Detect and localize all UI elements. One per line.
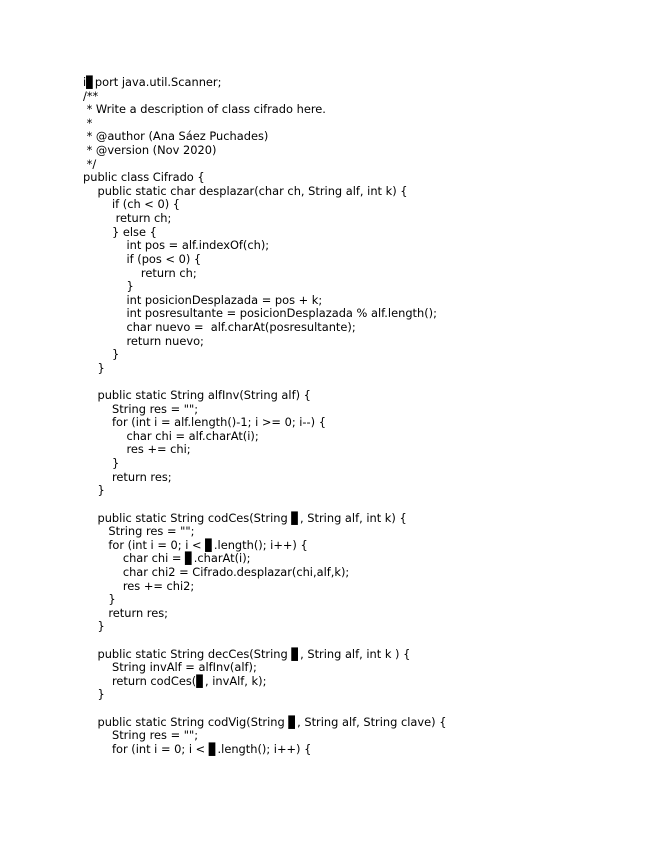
- code-line: if (ch < 0) {: [83, 197, 181, 212]
- code-line: if (pos < 0) {: [83, 251, 202, 266]
- code-line: * @version (Nov 2020): [83, 143, 217, 158]
- code-line: }: [83, 619, 105, 634]
- code-line: public class Cifrado {: [83, 170, 205, 185]
- code-line: for (int i = 0; i < ▊.length(); i++) {: [83, 741, 312, 756]
- code-line: } else {: [83, 224, 157, 239]
- code-line: }: [83, 347, 120, 362]
- code-line: }: [83, 360, 105, 375]
- code-line: public static String codCes(String ▊, String alf, int k) {: [83, 510, 407, 525]
- code-line: [83, 498, 643, 512]
- code-line: char chi = alf.charAt(i);: [83, 428, 259, 443]
- code-line: public static String decCes(String ▊, String alf, int k ) {: [83, 646, 411, 661]
- code-line: String res = "";: [83, 728, 199, 743]
- code-line: res += chi2;: [83, 578, 195, 593]
- code-line: for (int i = 0; i < ▊.length(); i++) {: [83, 537, 308, 552]
- code-line: int posresultante = posicionDesplazada % alf.length();: [83, 306, 437, 321]
- code-line: *: [83, 115, 93, 130]
- code-line: i▊port java.util.Scanner;: [83, 75, 222, 89]
- code-line: int pos = alf.indexOf(ch);: [83, 238, 270, 253]
- code-line: /**: [83, 88, 99, 103]
- code-line: return ch;: [83, 211, 172, 226]
- code-line: }: [83, 456, 120, 471]
- code-line: */: [83, 156, 97, 171]
- code-line: }: [83, 687, 105, 702]
- code-line: res += chi;: [83, 442, 191, 457]
- code-line: for (int i = alf.length()-1; i >= 0; i--) {: [83, 415, 326, 430]
- code-line: }: [83, 592, 116, 607]
- code-line: * @author (Ana Sáez Puchades): [83, 129, 269, 144]
- code-line: }: [83, 279, 134, 294]
- code-line: return nuevo;: [83, 333, 204, 348]
- code-line: int posicionDesplazada = pos + k;: [83, 292, 323, 307]
- code-line: [83, 375, 643, 389]
- code-line: public static char desplazar(char ch, String alf, int k) {: [83, 183, 408, 198]
- code-line: [83, 634, 643, 648]
- code-line: char nuevo = alf.charAt(posresultante);: [83, 319, 356, 334]
- code-line: String res = "";: [83, 524, 195, 539]
- code-listing: [83, 76, 643, 756]
- code-line: String res = "";: [83, 401, 199, 416]
- code-line: char chi = ▊.charAt(i);: [83, 551, 251, 566]
- code-line: public static String alfInv(String alf) {: [83, 388, 311, 403]
- code-line: [83, 702, 643, 716]
- code-line: String invAlf = alfInv(alf);: [83, 660, 257, 675]
- code-line: return res;: [83, 605, 169, 620]
- code-line: * Write a description of class cifrado here.: [83, 102, 326, 117]
- code-line: public static String codVig(String ▊, String alf, String clave) {: [83, 714, 447, 729]
- code-line: }: [83, 483, 105, 498]
- code-line: char chi2 = Cifrado.desplazar(chi,alf,k);: [83, 564, 350, 579]
- code-line: return codCes(▊, invAlf, k);: [83, 673, 267, 688]
- code-line: return res;: [83, 469, 172, 484]
- code-line: return ch;: [83, 265, 197, 280]
